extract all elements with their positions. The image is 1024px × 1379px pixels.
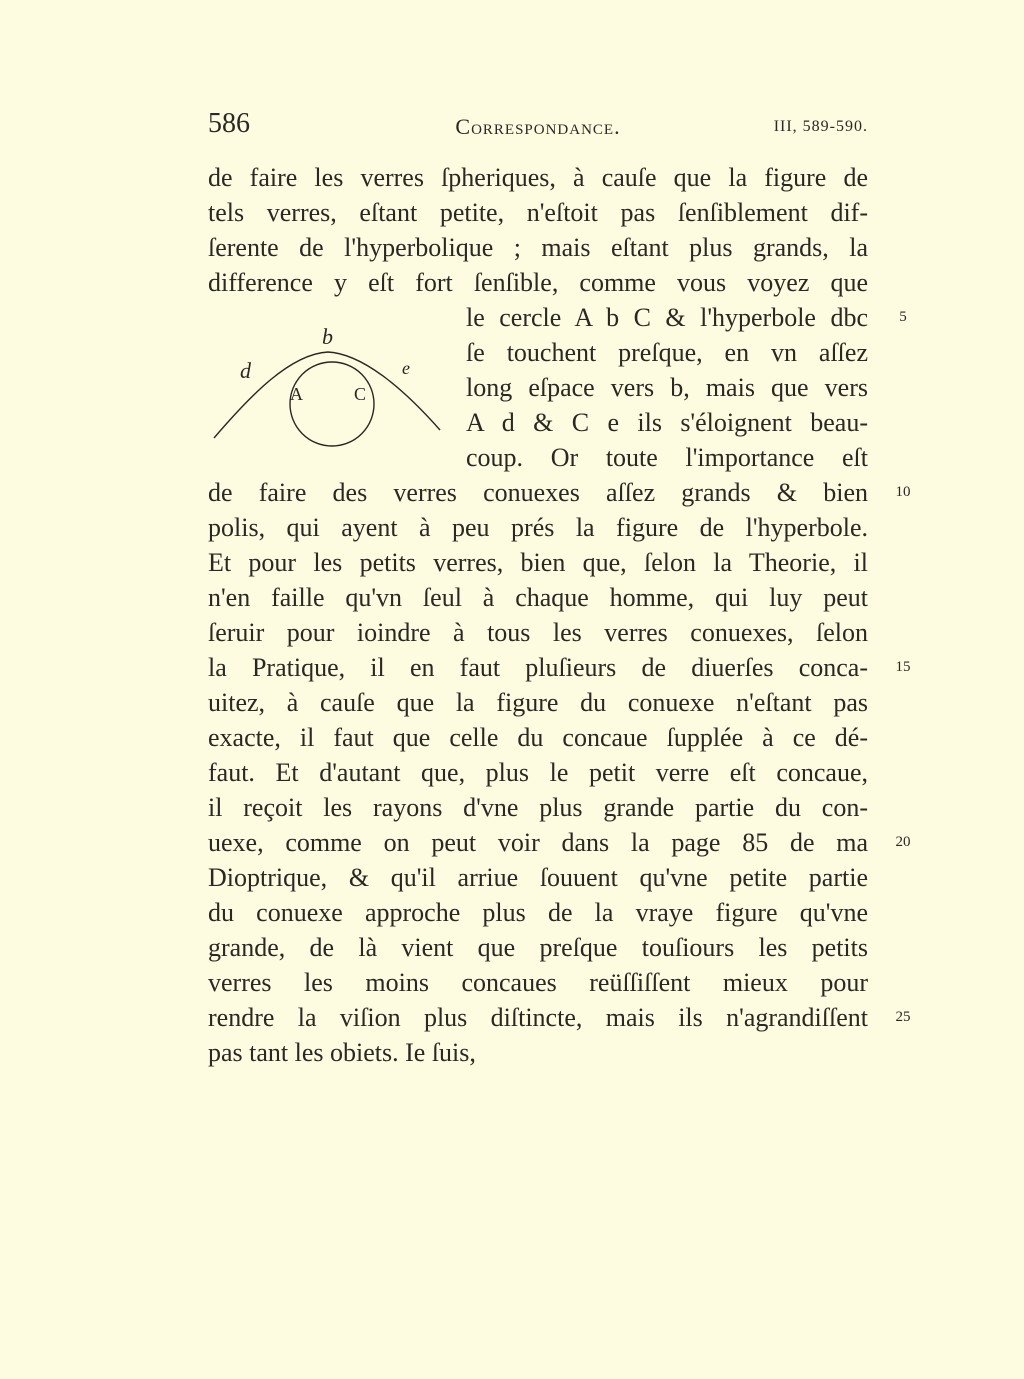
page-number: 586 bbox=[208, 108, 250, 139]
text-line: il reçoit les rayons d'vne plus grande partie du con- bbox=[208, 793, 868, 822]
figure-label-e: e bbox=[402, 358, 410, 378]
text-line: de faire des verres conuexes aſſez grands & bien bbox=[208, 478, 868, 507]
text-line: rendre la viſion plus diſtincte, mais ils n'agrandiſſent bbox=[208, 1003, 868, 1032]
page-header bbox=[208, 108, 868, 144]
text-line: Dioptrique, & qu'il arriue ſouuent qu'vne petite partie bbox=[208, 863, 868, 892]
figure-label-b: b bbox=[322, 324, 333, 349]
text-line: grande, de là vient que preſque touſiours les petits bbox=[208, 933, 868, 962]
text-line: Et pour les petits verres, bien que, ſelon la Theorie, il bbox=[208, 548, 868, 577]
text-line: coup. Or toute l'importance eſt bbox=[466, 443, 868, 472]
figure-label-d: d bbox=[240, 358, 251, 383]
line-number: 15 bbox=[895, 659, 911, 675]
text-line: ſerente de l'hyperbolique ; mais eſtant plus grands, la bbox=[208, 233, 868, 262]
text-line: de faire les verres ſpheriques, à cauſe que la figure de bbox=[208, 163, 868, 192]
text-line: ſeruir pour ioindre à tous les verres conuexes, ſelon bbox=[208, 618, 868, 647]
line-number: 25 bbox=[895, 1009, 911, 1025]
circle-abc bbox=[290, 362, 374, 446]
text-line: difference y eſt fort ſenſible, comme vous voyez que bbox=[208, 268, 868, 297]
running-title: Correspondance. bbox=[455, 114, 621, 139]
figure-label-a: A bbox=[290, 384, 303, 404]
text-line: ſe touchent preſque, en vn aſſez bbox=[466, 338, 868, 367]
text-line: long eſpace vers b, mais que vers bbox=[466, 373, 868, 402]
figure-label-c: C bbox=[354, 384, 367, 404]
text-line: polis, qui ayent à peu prés la figure de l'hyperbole. bbox=[208, 513, 868, 542]
text-line: le cercle A b C & l'hyperbole dbc bbox=[466, 303, 868, 332]
line-number: 5 bbox=[899, 309, 907, 325]
text-line: exacte, il faut que celle du concaue ſupplée à ce dé- bbox=[208, 723, 868, 752]
text-line: uexe, comme on peut voir dans la page 85 de ma bbox=[208, 828, 868, 857]
line-number: 20 bbox=[895, 834, 911, 850]
text-line: la Pratique, il en faut pluſieurs de diuerſes conca- bbox=[208, 653, 868, 682]
text-line: pas tant les obiets. Ie ſuis, bbox=[208, 1038, 476, 1067]
line-number: 10 bbox=[895, 484, 911, 500]
page-reference: III, 589-590. bbox=[773, 118, 868, 135]
text-line: tels verres, eſtant petite, n'eſtoit pas ſenſiblement dif- bbox=[208, 198, 868, 227]
text-line: A d & C e ils s'éloignent beau- bbox=[466, 408, 868, 437]
hyperbola-circle-figure bbox=[210, 318, 450, 450]
text-line: uitez, à cauſe que la figure du conuexe n'eſtant pas bbox=[208, 688, 868, 717]
text-line: faut. Et d'autant que, plus le petit verre eſt concaue, bbox=[208, 758, 868, 787]
text-line: n'en faille qu'vn ſeul à chaque homme, qui luy peut bbox=[208, 583, 868, 612]
text-line: verres les moins concaues reüſſiſſent mieux pour bbox=[208, 968, 868, 997]
text-line: du conuexe approche plus de la vraye figure qu'vne bbox=[208, 898, 868, 927]
